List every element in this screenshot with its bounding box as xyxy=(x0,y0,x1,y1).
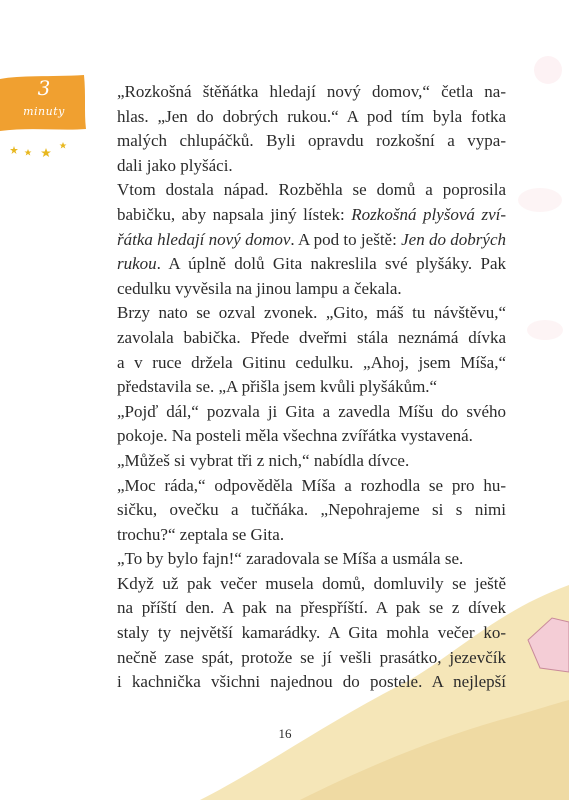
text-line xyxy=(117,154,506,179)
text-line xyxy=(117,326,506,351)
text-line xyxy=(117,228,506,253)
pink-decoration xyxy=(534,56,562,84)
text-line xyxy=(117,351,506,376)
text-segment: trochu?“ zeptala se Gita. xyxy=(117,524,285,544)
star-icon xyxy=(10,146,18,154)
text-segment: babičku, aby napsala jiný lístek: xyxy=(117,204,352,224)
star-icon xyxy=(60,142,67,149)
text-segment: „To by bylo fajn!“ zaradovala se Míša a usmála se. xyxy=(117,549,464,569)
italic-text: Rozkošná plyšová zví- xyxy=(351,204,506,224)
text-line xyxy=(117,375,506,400)
text-line xyxy=(117,400,506,425)
text-line xyxy=(117,523,506,548)
text-segment: pokoje. Na posteli měla všechna zvířátka vystavená. xyxy=(117,426,473,446)
page-number: 16 xyxy=(278,726,292,741)
text-segment: na příští den. A pak na přespříští. A pak se z dívek xyxy=(117,598,506,618)
text-segment: Když už pak večer musela domů, domluvily se ještě xyxy=(117,573,506,593)
text-line xyxy=(117,621,506,646)
text-segment: zavolala babička. Přede dveřmi stála neznámá dívka xyxy=(117,327,506,347)
italic-text: Jen do dobrých xyxy=(401,229,506,249)
pink-decoration xyxy=(527,320,563,340)
story-text xyxy=(117,80,506,695)
text-segment: „Můžeš si vybrat tři z nich,“ nabídla dívce. xyxy=(117,450,410,470)
text-segment: představila se. „A přišla jsem kvůli plyšákům.“ xyxy=(117,377,438,397)
text-line xyxy=(117,449,506,474)
text-line xyxy=(117,252,506,277)
text-line xyxy=(117,203,506,228)
text-line xyxy=(117,301,506,326)
text-line xyxy=(117,80,506,105)
text-segment: „Moc ráda,“ odpověděla Míša a rozhodla se pro hu- xyxy=(117,475,506,495)
text-segment: Vtom dostala nápad. Rozběhla se domů a poprosila xyxy=(117,180,506,200)
text-segment: hlas. „Jen do dobrých rukou.“ A pod tím byla fotka xyxy=(117,106,506,126)
text-segment: nečně zase spát, protože se jí vešli prasátko, jezevčík xyxy=(117,647,506,667)
stars-decoration xyxy=(8,140,78,162)
star-icon xyxy=(41,148,51,157)
badge-number: 3 xyxy=(37,76,51,100)
text-segment: a v ruce držela Gitinu cedulku. „Ahoj, jsem Míša,“ xyxy=(117,352,506,372)
text-segment: dali jako plyšáci. xyxy=(117,155,233,175)
text-segment: . A pod to ještě: xyxy=(290,229,402,249)
text-line xyxy=(117,596,506,621)
text-line xyxy=(117,178,506,203)
badge-label: minuty xyxy=(23,105,65,118)
text-segment: i kachnička všichni najednou do postele. A nejlepší xyxy=(117,672,506,692)
text-segment: staly ty největší kamarádky. A Gita mohla večer ko- xyxy=(117,623,506,643)
text-segment: . A úplně dolů Gita nakreslila své plyšáky. Pak xyxy=(156,254,506,274)
text-line xyxy=(117,646,506,671)
text-segment: „Rozkošná štěňátka hledají nový domov,“ četla na- xyxy=(117,82,506,101)
italic-text: rukou xyxy=(117,254,157,274)
text-line xyxy=(117,424,506,449)
star-icon xyxy=(25,149,32,156)
text-line xyxy=(117,105,506,130)
text-line xyxy=(117,474,506,499)
text-line xyxy=(117,572,506,597)
text-line xyxy=(117,670,506,695)
text-line xyxy=(117,498,506,523)
text-line xyxy=(117,277,506,302)
text-line xyxy=(117,547,506,572)
text-segment: malých chlupáčků. Byli opravdu rozkošní a vypa- xyxy=(117,131,506,151)
text-segment: „Pojď dál,“ pozvala ji Gita a zavedla Míšu do svého xyxy=(117,401,506,421)
pink-decoration xyxy=(518,188,562,212)
text-segment: cedulku vyvěsila na jinou lampu a čekala. xyxy=(117,278,402,298)
text-segment: sičku, ovečku a tučňáka. „Nepohrajeme si s nimi xyxy=(117,500,506,520)
text-line xyxy=(117,129,506,154)
text-segment: Brzy nato se ozval zvonek. „Gito, máš tu návštěvu,“ xyxy=(117,303,506,323)
italic-text: řátka hledají nový domov xyxy=(117,229,291,249)
